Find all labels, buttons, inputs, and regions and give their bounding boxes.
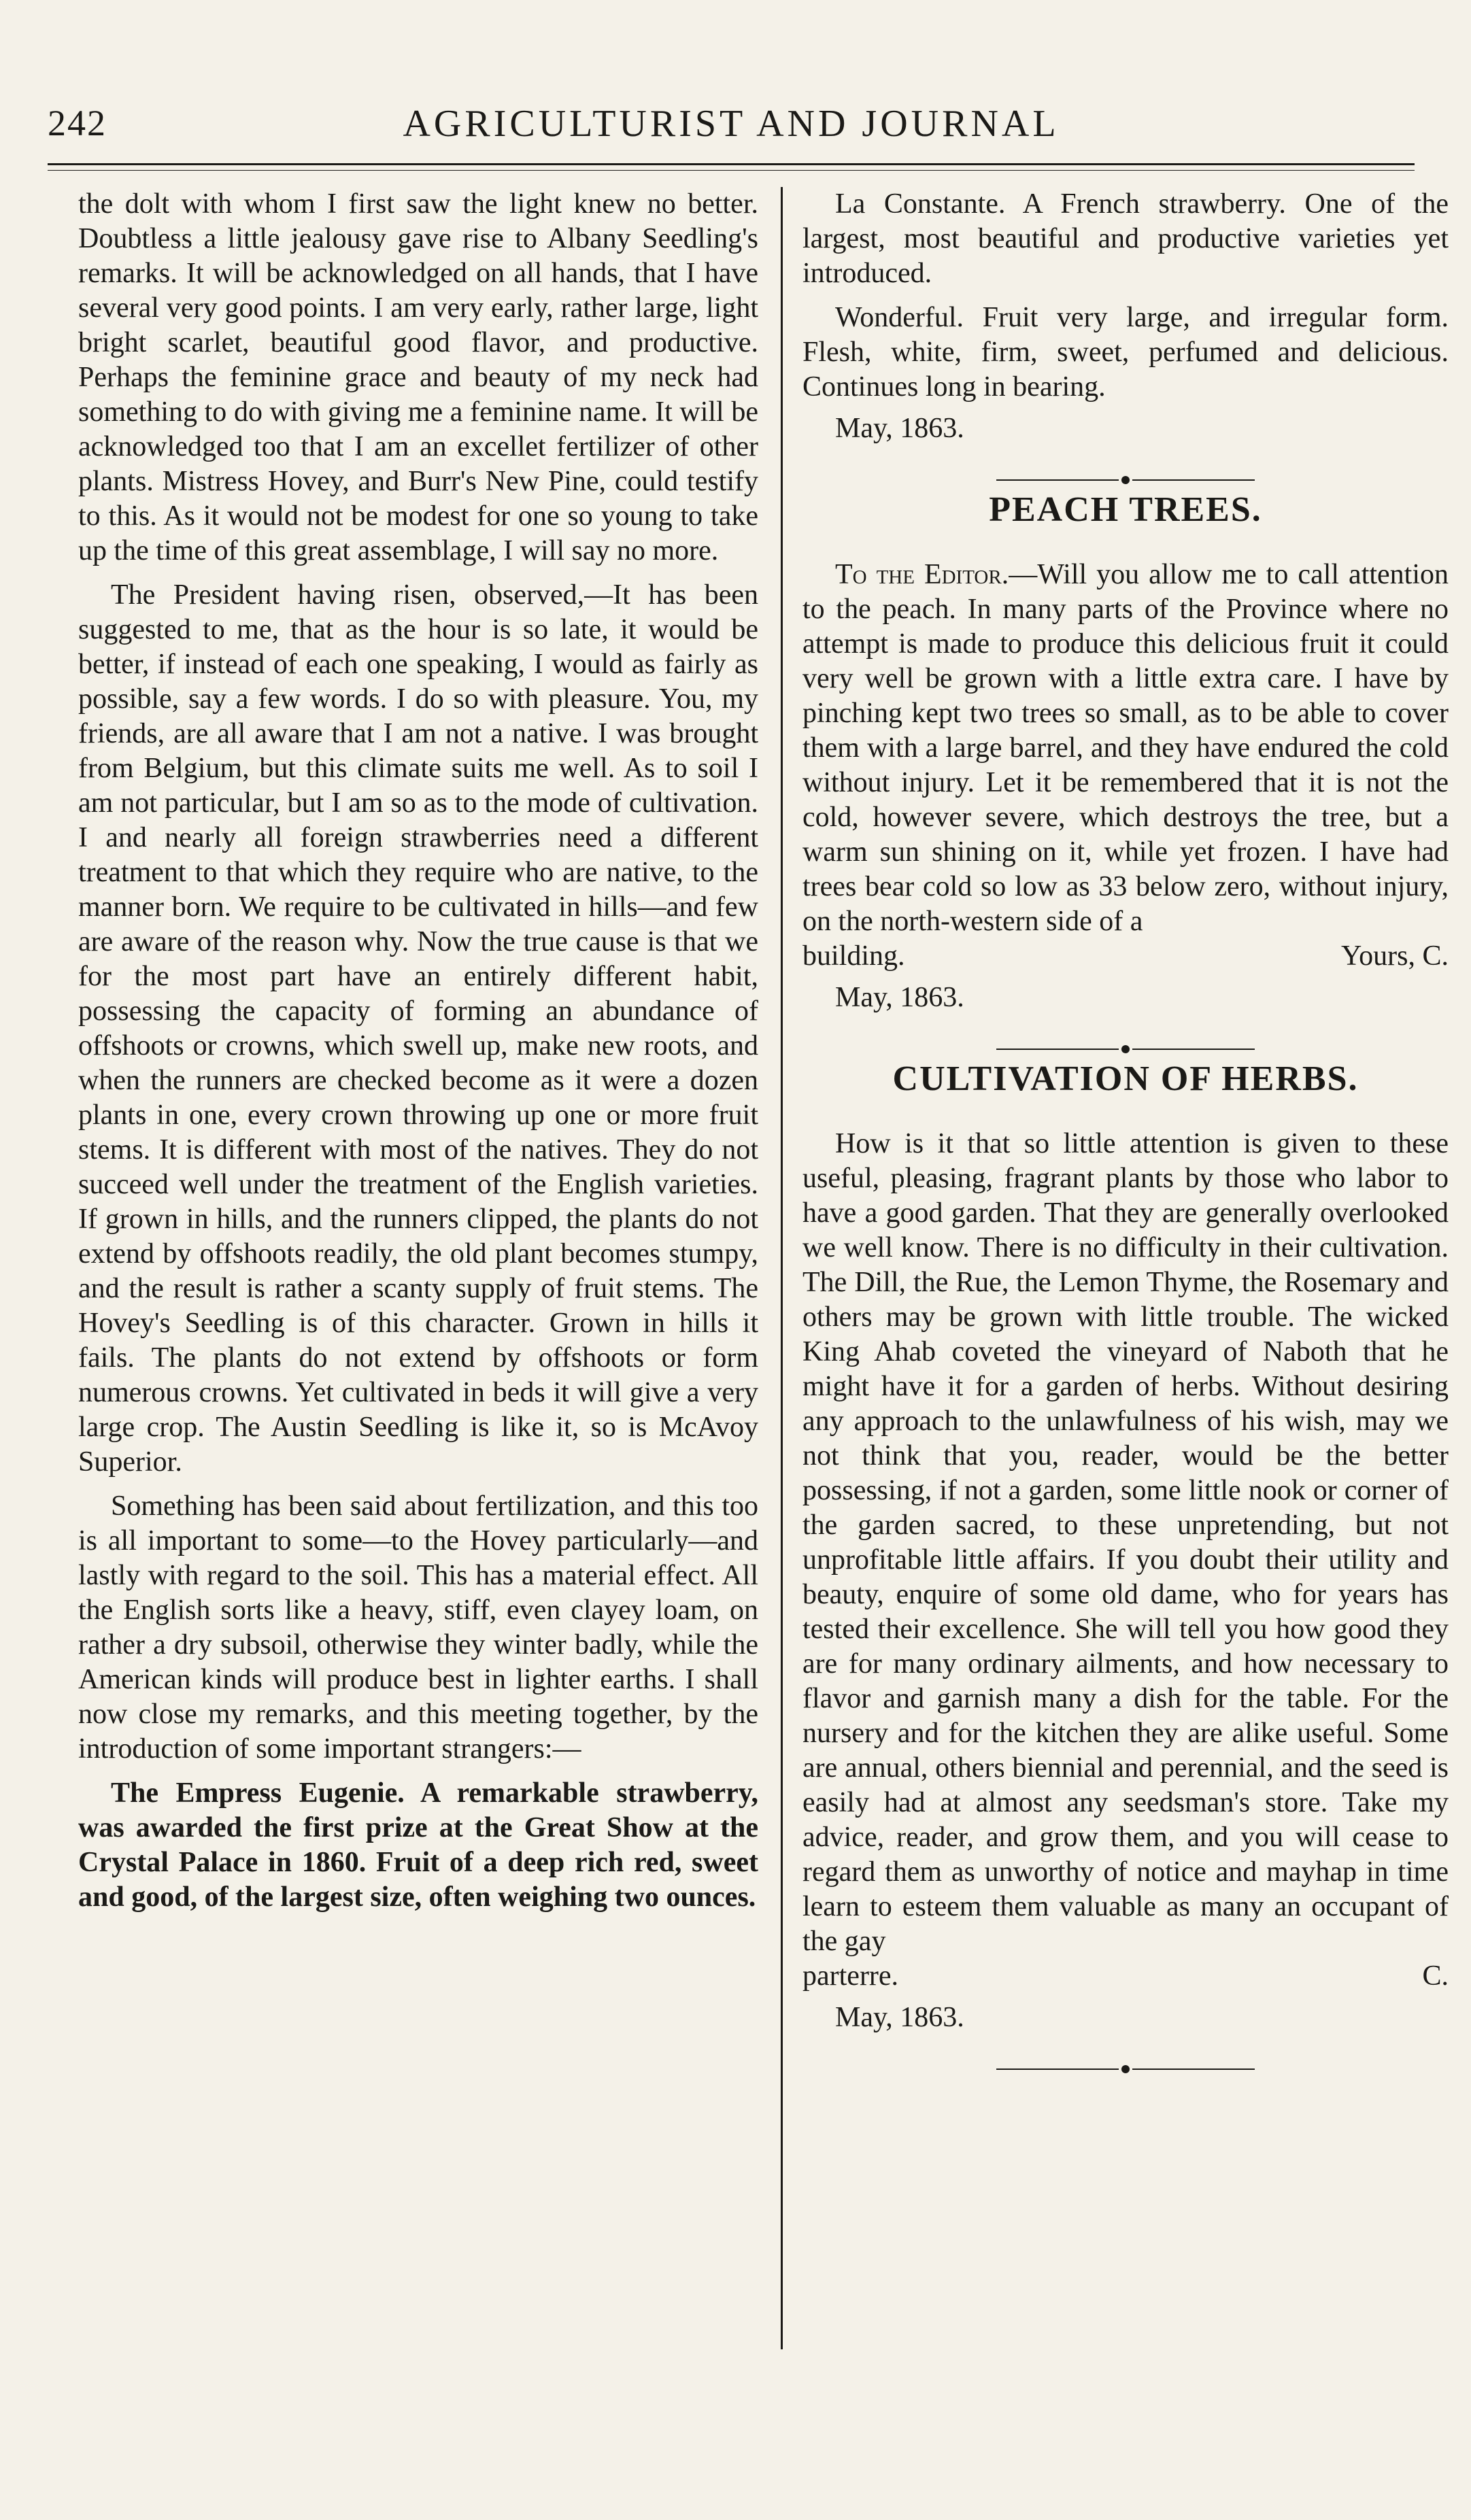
signature-line-herbs	[802, 1959, 1449, 1994]
signature-line-peach	[802, 939, 1449, 974]
section-title-peach-trees: PEACH TREES.	[989, 490, 1262, 529]
paragraph-fertilization: Something has been said about fertilization, and this too is all important to some—to the Hovey particularly—and lastly with regard to the soil. This has a material effect. All the English sorts like a heavy, stiff, even clayey loam, on rather a dry subsoil, otherwise they winter badly, while the American kinds will produce best in lighter earths. I shall now close my remarks, and this meeting together, by the introduction of some important strangers:—	[78, 1491, 758, 1765]
paragraph-empress-eugenie: The Empress Eugenie. A remarkable strawberry, was awarded the first prize at the Great Show at the Crystal Palace in 1860. Fruit of a deep rich red, sweet and good, of the largest size, often weighing two ounces.	[78, 1777, 758, 1913]
left-column	[78, 187, 758, 2485]
paragraph-herbs: How is it that so little attention is given to these useful, pleasing, fragrant plants by those who labor to have a good garden. That they are generally overlooked we well know. There is no difficulty in their cultivation. The Dill, the Rue, the Lemon Thyme, the Rosemary and others may be grown with little trouble. The wicked King Ahab coveted the vineyard of Naboth that he might have it for a garden of herbs. Without desiring any approach to the unlawfulness of his wish, may we not think that you, reader, would be the better possessing, if not a garden, some little nook or corner of the garden sacred, to these unpretending, but not unprofitable little affairs. If you doubt their utility and beauty, enquire of some old dame, who for years has tested their excellence. She will tell you how good they are for many ordinary ailments, and how necessary to flavor and garnish many a dish for the table. For the nursery and for the kitchen they are alike useful. Some are annual, others biennial and perennial, and the seed is easily had at almost any seedsman's store. Take my advice, reader, and grow them, and you will cease to regard them as unworthy of notice and mayhap in time learn to esteem them valuable as many an occupant of the gay	[802, 1128, 1449, 1957]
peach-last-word: building.	[802, 940, 905, 972]
right-column	[802, 187, 1449, 2485]
page-number: 242	[48, 103, 107, 143]
section-separator	[802, 2050, 1449, 2064]
paragraph-continued: the dolt with whom I first saw the light knew no better. Doubtless a little jealousy gave rise to Albany Seedling's remarks. It will be acknowledged on all hands, that I have several very good points. I am very early, rather large, light bright scarlet, beautiful good flavor, and productive. Perhaps the feminine grace and beauty of my neck had something to do with giving me a feminine name. It will be acknowledged too that I am an excellet fertilizer of other plants. Mistress Hovey, and Burr's New Pine, could testify to this. As it would not be modest for one so young to take up the time of this great assemblage, I will say no more.	[78, 188, 758, 566]
running-title: AGRICULTURIST AND JOURNAL	[403, 103, 1060, 145]
paragraph-la-constante: La Constante. A French strawberry. One of the largest, most beautiful and productive varieties yet introduced.	[802, 188, 1449, 289]
paragraph-wonderful: Wonderful. Fruit very large, and irregular form. Flesh, white, firm, sweet, perfumed and delicious. Continues long in bearing.	[802, 302, 1449, 403]
dateline-peach: May, 1863.	[835, 982, 964, 1013]
peach-body: —Will you allow me to call attention to the peach. In many parts of the Province where no attempt is made to produce this delicious fruit it could very well be grown with a little extra care. I have by pinching kept two trees so small, as to be able to cover them with a large barrel, and they have endured the cold without injury. Let it be remembered that it is not the cold, however severe, which destroys the tree, but a warm sun shining on it, while yet frozen. I have had trees bear cold so low as 33 below zero, without injury, on the north-western side of a	[802, 559, 1449, 937]
herbs-last-word: parterre.	[802, 1960, 899, 1992]
dateline-strawberries: May, 1863.	[835, 413, 964, 444]
header-rule	[48, 163, 1415, 165]
section-title-herbs: CULTIVATION OF HERBS.	[892, 1059, 1359, 1098]
dateline-herbs: May, 1863.	[835, 2002, 964, 2033]
signature-herbs: C.	[1422, 1960, 1449, 1992]
column-divider	[781, 187, 783, 2349]
signature-peach: Yours, C.	[1341, 940, 1449, 972]
paragraph-peach	[802, 558, 1449, 939]
page-header	[48, 95, 1415, 150]
section-separator	[802, 1030, 1449, 1044]
section-separator	[802, 461, 1449, 475]
paragraph-president: The President having risen, observed,—It has been suggested to me, that as the hour is so late, it would be better, if instead of each one speaking, I would as fairly as possible, say a few words. I do so with pleasure. You, my friends, are all aware that I am not a native. I was brought from Belgium, but this climate suits me well. As to soil I am not particular, but I am so as to the mode of cultivation. I and nearly all foreign strawberries need a different treatment to that which they require who are native, to the manner born. We require to be cultivated in hills—and few are aware of the reason why. Now the true cause is that we for the most part have an entirely different habit, possessing the capacity of forming an abundance of offshoots or crowns, which swell up, make new roots, and when the runners are checked become as it were a dozen plants in one, every crown throwing up one or more fruit stems. It is different with most of the natives. They do not succeed well under the treatment of the English varieties. If grown in hills, and the runners clipped, the plants do not extend by offshoots readily, the old plant becomes stumpy, and the result is rather a scanty supply of fruit stems. The Hovey's Seedling is of this character. Grown in hills it fails. The plants do not extend by offshoots or form numerous crowns. Yet cultivated in beds it will give a very large crop. The Austin Seedling is like it, so is McAvoy Superior.	[78, 579, 758, 1478]
salutation: To the Editor.	[835, 559, 1009, 590]
header-rule-thin	[48, 170, 1415, 171]
